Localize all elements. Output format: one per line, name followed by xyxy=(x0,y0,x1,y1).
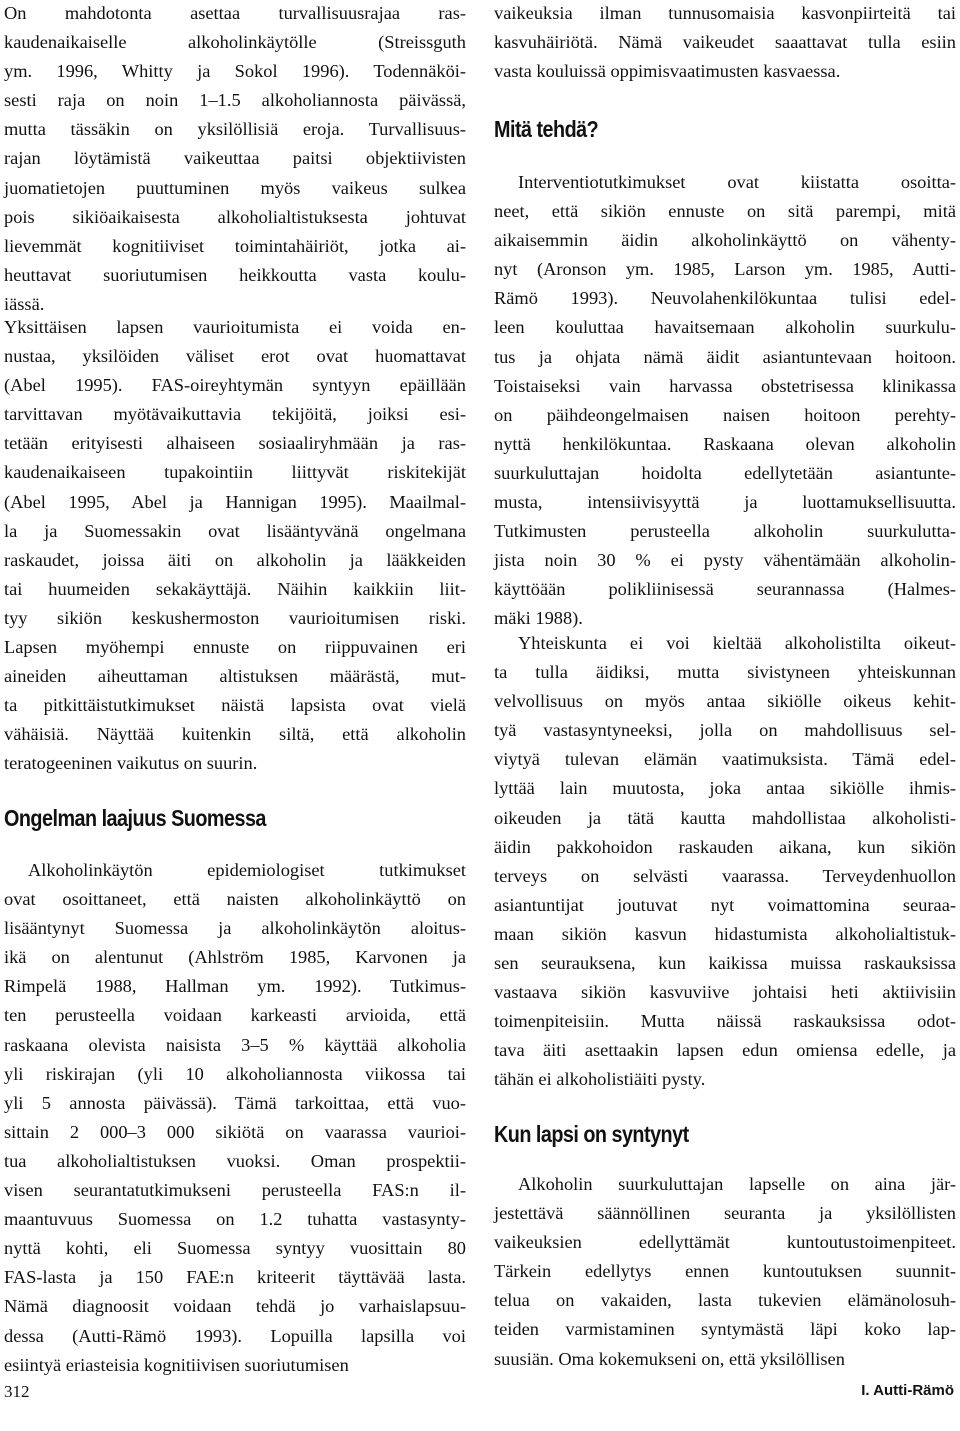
text-line: Rimpelä 1988, Hallman ym. 1992). Tutkimus- xyxy=(4,976,466,997)
text-line: jestettävä säännöllinen seuranta ja yksilöllisten xyxy=(494,1203,956,1224)
text-line: leen kouluttaa havaitsemaan alkoholin suurkulu- xyxy=(494,317,956,338)
text-line: musta, intensiivisyyttä ja luottamuksellisuutta. xyxy=(494,492,956,513)
text-line: Yksittäisen lapsen vaurioitumista ei voida en- xyxy=(4,317,466,337)
text-line: (Abel 1995, Abel ja Hannigan 1995). Maailmal- xyxy=(4,491,466,512)
text-line: (Abel 1995). FAS-oireyhtymän syntyyn epäillään xyxy=(4,375,466,396)
text-line: kaudenaikaiselle alkoholinkäytölle (Streissguth xyxy=(4,32,466,53)
text-line: dessa (Autti-Rämö 1993). Lopuilla lapsilla voi xyxy=(4,1325,466,1346)
text-line: viytyä tulevan elämän vaatimuksista. Tämä edel- xyxy=(494,749,956,770)
text-line: jista noin 30 % ei pysty vähentämään alkoholin- xyxy=(494,550,956,571)
text-line: suusiän. Oma kokemukseni on, että yksilöllisen xyxy=(494,1348,845,1369)
text-line: nustaa, yksilöiden väliset erot ovat huomattavat xyxy=(4,346,466,367)
text-line: suurkuluttajan hoidolta edellytetään asiantunte- xyxy=(494,462,956,483)
text-line: nyt (Aronson ym. 1985, Larson ym. 1985, Autti- xyxy=(494,259,956,280)
text-line: telua on vakaiden, lasta tukevien elämänolosuh- xyxy=(494,1290,956,1311)
text-line: terveys on selvästi vaarassa. Terveydenhuollon xyxy=(494,865,956,886)
paragraph-right-1 xyxy=(494,0,956,86)
text-line: sesti raja on noin 1–1.5 alkoholiannosta päivässä, xyxy=(4,90,466,111)
text-line: lyttää lain muutosta, joka antaa sikiölle ihmis- xyxy=(494,778,956,799)
text-line: visen seurantatutkimukseni perusteella FAS:n il- xyxy=(4,1180,466,1201)
text-line: kaudenaikaiseen tupakointiin liittyvät riskitekijät xyxy=(4,462,466,483)
paragraph-right-3 xyxy=(494,629,956,1095)
text-line: tarvittavan myötävaikuttavia tekijöitä, joiksi esi- xyxy=(4,404,466,425)
text-line: lisääntynyt Suomessa ja alkoholinkäytön aloitus- xyxy=(4,918,466,939)
text-line: äidin pakkohoidon raskauden aikana, kun sikiön xyxy=(494,836,956,857)
text-line: teratogeeninen vaikutus on suurin. xyxy=(4,753,258,774)
text-line: Nämä diagnoosit voidaan tehdä jo varhaislapsuu- xyxy=(4,1296,466,1317)
text-line: oikeuden ja tätä kautta mahdollistaa alkoholisti- xyxy=(494,807,956,828)
text-line: toimenpiteisiin. Mutta näissä raskauksissa odot- xyxy=(494,1011,956,1032)
text-line: ovat osoittaneet, että naisten alkoholinkäyttö on xyxy=(4,889,466,910)
text-line: tua alkoholialtistuksen vuoksi. Oman prospektii- xyxy=(4,1150,466,1171)
paragraph-right-4 xyxy=(494,1170,956,1374)
text-line: yli 5 annosta päivässä). Tämä tarkoittaa, että vuo- xyxy=(4,1092,466,1113)
text-line: Lapsen myöhempi ennuste on riippuvainen eri xyxy=(4,637,466,658)
text-line: lievemmät kognitiiviset toimintahäiriöt, jotka ai- xyxy=(4,235,466,256)
text-line: tava äiti asettaakin lapsen edun omiensa edelle, ja xyxy=(494,1040,956,1061)
text-line: pois sikiöaikaisesta alkoholialtistuksesta johtuvat xyxy=(4,206,466,227)
paragraph-left-3 xyxy=(4,856,466,1380)
text-line: Tutkimusten perusteella alkoholin suurkulutta- xyxy=(494,521,956,542)
text-line: käyttöään polikliinisessä seurannassa (Halmes- xyxy=(494,579,956,600)
text-line: Yhteiskunta ei voi kieltää alkoholistilta oikeut- xyxy=(518,633,956,653)
text-line: neet, että sikiön ennuste on sitä parempi, mitä xyxy=(494,201,956,222)
text-line: Alkoholin suurkuluttajan lapselle on aina jär- xyxy=(518,1174,956,1194)
text-line: sittain 2 000–3 000 sikiötä on vaarassa vaurioi- xyxy=(4,1121,466,1142)
page-number: 312 xyxy=(4,1382,30,1401)
text-line: vaikeuksia ilman tunnusomaisia kasvonpiirteitä tai xyxy=(494,3,956,23)
text-line: mäki 1988). xyxy=(494,608,583,629)
text-line: esiintyä eriasteisia kognitiivisen suoriutumisen xyxy=(4,1354,349,1375)
text-line: tai huumeiden sekakäyttäjä. Näihin kaikkiin liit- xyxy=(4,578,466,599)
text-line: Alkoholinkäytön epidemiologiset tutkimukset xyxy=(28,860,466,880)
text-line: tyy sikiön keskushermoston vaurioitumisen riski. xyxy=(4,607,466,628)
text-line: tetään erityisesti alhaiseen sosiaaliryhmään ja ras- xyxy=(4,433,466,454)
text-line: teiden varmistaminen syntymästä läpi koko lap- xyxy=(494,1319,956,1340)
text-line: raskaudet, joissa äiti on alkoholin ja lääkkeiden xyxy=(4,549,466,570)
text-line: asiantuntijat joutuvat nyt voimattomina seuraa- xyxy=(494,894,956,915)
section-heading-kun-lapsi-on-syntynyt: Kun lapsi on syntynyt xyxy=(494,1121,689,1147)
text-line: ta pitkittäistutkimukset näistä lapsista ovat vielä xyxy=(4,695,466,716)
text-line: iässä. xyxy=(4,293,45,314)
text-line: Tärkein edellytys ennen kuntoutuksen suunnit- xyxy=(494,1261,956,1282)
text-line: nyttä kohti, eli Suomessa syntyy vuosittain 80 xyxy=(4,1238,466,1259)
text-line: mutta tässäkin on yksilöllisiä eroja. Turvallisuus- xyxy=(4,119,466,140)
text-line: ym. 1996, Whitty ja Sokol 1996). Todennäköi- xyxy=(4,61,466,82)
text-line: aikaisemmin äidin alkoholinkäyttö on vähenty- xyxy=(494,230,956,251)
text-line: On mahdotonta asettaa turvallisuusrajaa ras- xyxy=(4,3,466,23)
section-heading-ongelman-laajuus: Ongelman laajuus Suomessa xyxy=(4,805,266,831)
paragraph-left-1 xyxy=(4,0,466,319)
text-line: FAS-lasta ja 150 FAE:n kriteerit täyttävää lasta. xyxy=(4,1267,466,1288)
text-line: Interventiotutkimukset ovat kiistatta osoitta- xyxy=(518,172,956,192)
paragraph-right-2 xyxy=(494,168,956,634)
text-line: vähäisiä. Näyttää kuitenkin siltä, että alkoholin xyxy=(4,724,466,745)
text-line: nyttä henkilökuntaa. Raskaana olevan alkoholin xyxy=(494,433,956,454)
text-line: vaikeuksien edellyttämät kuntoutustoimenpiteet. xyxy=(494,1232,956,1253)
text-line: kasvuhäiriötä. Nämä vaikeudet saaattavat tulla esiin xyxy=(494,32,956,53)
text-line: Toistaiseksi vain harvassa obstetrisessa klinikassa xyxy=(494,375,956,396)
text-line: vastaava sikiön kasvuviive johtaisi heti aktiivisiin xyxy=(494,982,956,1003)
section-heading-mita-tehda: Mitä tehdä? xyxy=(494,116,599,142)
text-line: Rämö 1993). Neuvolahenkilökuntaa tulisi edel- xyxy=(494,288,956,309)
text-line: raskaana olevista naisista 3–5 % käyttää alkoholia xyxy=(4,1034,466,1055)
text-line: rajan löytämistä vaikeuttaa paitsi objektiivisten xyxy=(4,148,466,169)
paragraph-left-2 xyxy=(4,313,466,779)
text-line: vasta kouluissä oppimisvaatimusten kasvaessa. xyxy=(494,61,841,82)
text-line: yli riskirajan (yli 10 alkoholiannosta viikossa tai xyxy=(4,1063,466,1084)
text-line: la ja Suomessakin ovat lisääntyvänä ongelmana xyxy=(4,520,466,541)
text-line: aineiden aiheuttaman altistuksen määrästä, mut- xyxy=(4,666,466,687)
text-line: ta tulla äidiksi, mutta sivistyneen yhteiskunnan xyxy=(494,662,956,683)
text-line: maantuvuus Suomessa on 1.2 tuhatta vastasynty- xyxy=(4,1209,466,1230)
text-line: tyä vastasyntyneeksi, jolla on mahdollisuus sel- xyxy=(494,720,956,741)
text-line: tus ja ohjata nämä äidit asiantuntevaan hoitoon. xyxy=(494,346,956,367)
text-line: ikä on alentunut (Ahlström 1985, Karvonen ja xyxy=(4,947,466,968)
text-line: maan sikiön kasvun hidastumista alkoholialtistuk- xyxy=(494,923,956,944)
text-line: on päihdeongelmaisen naisen hoitoon perehty- xyxy=(494,404,956,425)
text-line: ten perusteella voidaan karkeasti arvioida, että xyxy=(4,1005,466,1026)
text-line: velvollisuus on myös antaa sikiölle oikeus kehit- xyxy=(494,691,956,712)
running-author: I. Autti-Rämö xyxy=(861,1382,954,1399)
text-line: sen seurauksena, kun kaikissa muissa raskauksissa xyxy=(494,953,956,974)
text-line: juomatietojen puuttuminen myös vaikeus sulkea xyxy=(4,177,466,198)
text-line: tähän ei alkoholistiäiti pysty. xyxy=(494,1069,706,1090)
text-line: heuttavat suoriutumisen heikkoutta vasta koulu- xyxy=(4,264,466,285)
